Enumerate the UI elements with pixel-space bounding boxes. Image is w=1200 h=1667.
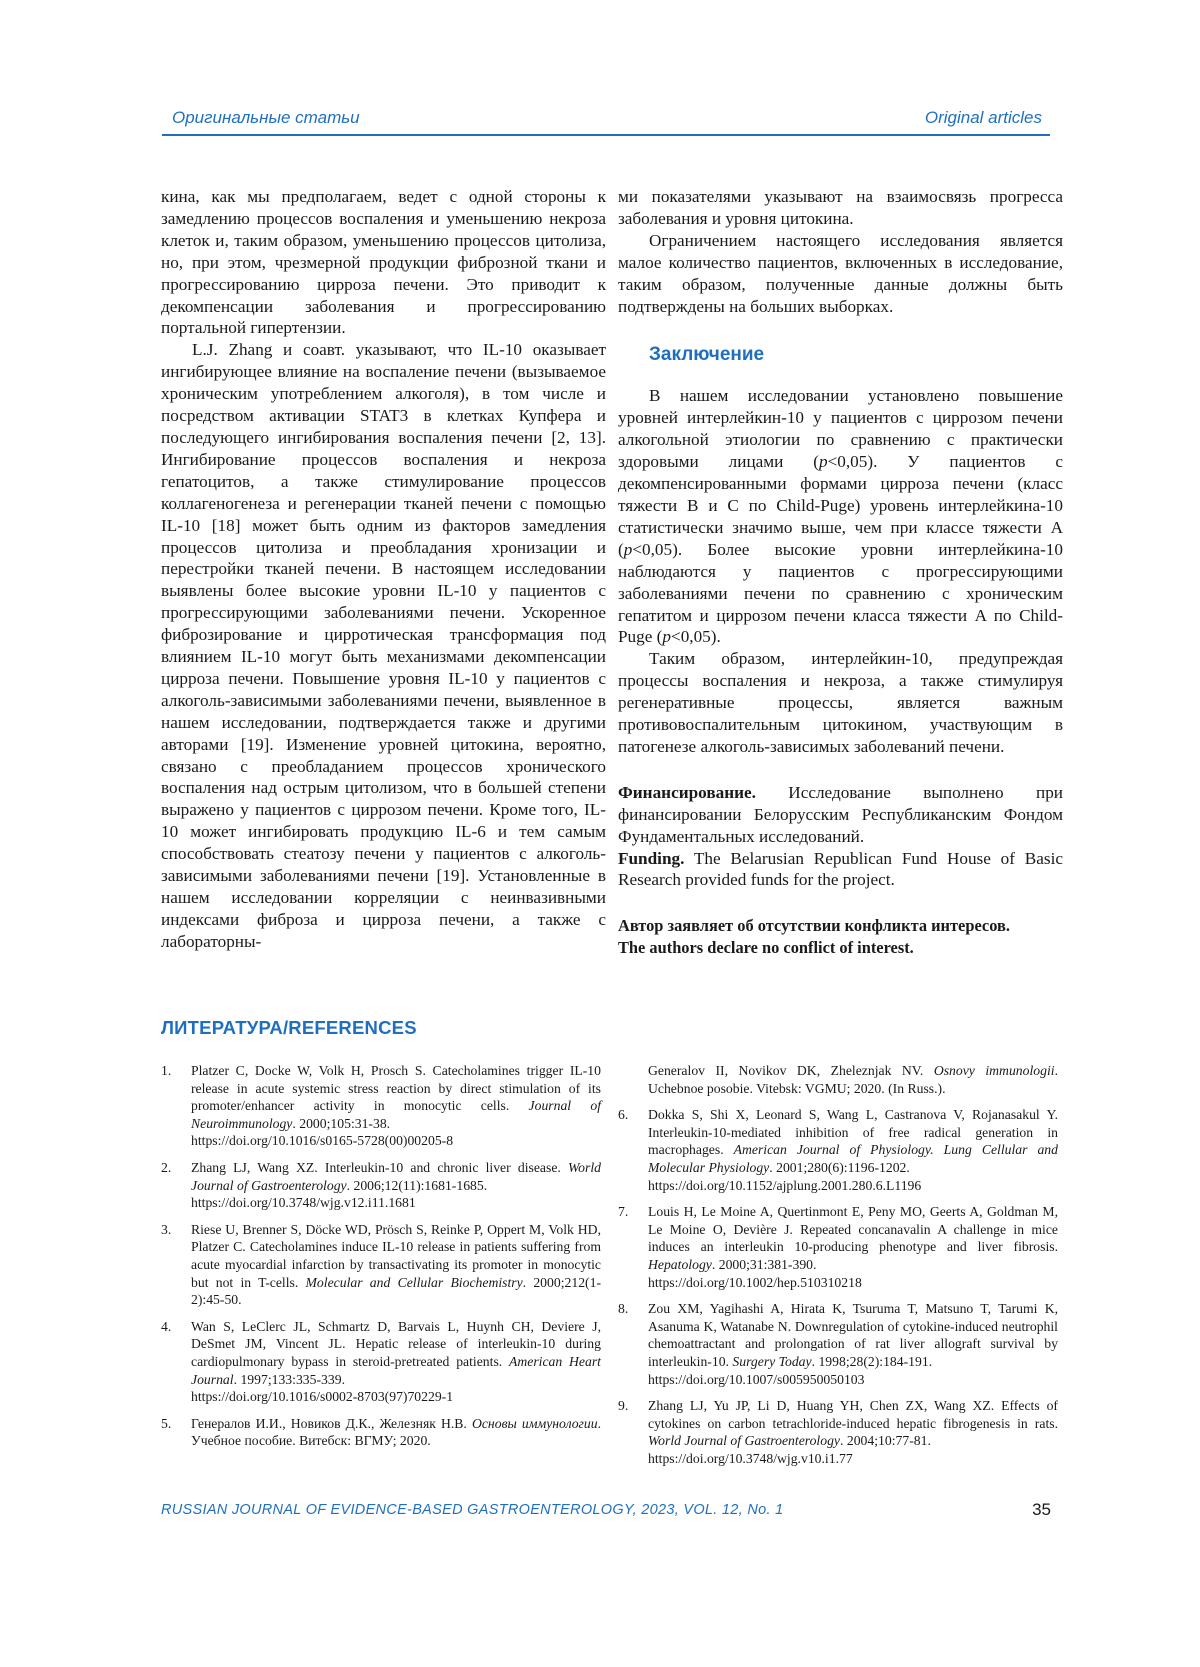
reference-doi-link[interactable]: https://doi.org/10.1016/s0165-5728(00)00205-8 <box>191 1133 454 1149</box>
reference-doi-link[interactable]: https://doi.org/10.1152/ajplung.2001.280.6.L1196 <box>648 1177 922 1193</box>
body-column-left <box>161 186 606 953</box>
header-section-ru: Оригинальные статьи <box>172 108 360 127</box>
reference-doi-link[interactable]: https://doi.org/10.1016/s0002-8703(97)70229-1 <box>191 1389 454 1405</box>
reference-doi-link[interactable]: https://doi.org/10.1002/hep.510310218 <box>648 1274 862 1290</box>
running-header <box>162 100 1050 136</box>
body-column-right <box>618 186 1063 958</box>
paragraph: кина, как мы предполагаем, ведет с одной стороны к замедлению процессов воспаления и уменьшению некроза клеток и, таким образом, уменьшению процессов цитолиза, но, при этом, чрезмерной продукции фиброзной ткани и прогрессированию цирроза печени. Это приводит к декомпенсации заболевания и прогрессированию портальной гипертензии. <box>161 187 606 338</box>
reference-doi-link[interactable]: https://doi.org/10.1007/s005950050103 <box>648 1371 865 1387</box>
paragraph-conclusion: В нашем исследовании установлено повышение уровней интерлейкин-10 у пациентов с циррозом печени алкогольной этиологии по сравнению с практически здоровыми лицами (p<0,05). У пациентов с декомпенсированными формами цирроза печени (класс тяжести B и C по Child-Puge) уровень интерлейкина-10 статистически значимо выше, чем при классе тяжести A (p<0,05). Более высокие уровни интерлейкина-10 наблюдаются у пациентов с прогрессирующими заболеваниями печени по сравнению с хроническим гепатитом и циррозом печени класса тяжести A по Child-Puge (p<0,05). <box>618 386 1063 647</box>
reference-item: 4. Wan S, LeClerc JL, Schmartz D, Barvais L, Huynh CH, Deviere J, DeSmet JM, Vincent JL. Hepatic release of interleukin-10 during cardiopulmonary bypass in steroid-pretreated patients. American Heart Journal. 1997;133:335-339. https://doi.org/10.1016/s0002-8703(97)70229-1 <box>161 1318 601 1405</box>
paragraph: ми показателями указывают на взаимосвязь прогресса заболевания и уровня цитокина. <box>618 187 1063 228</box>
reference-item-continued: Generalov II, Novikov DK, Zheleznjak NV. Osnovy immunologii. Uchebnoe posobie. Vitebsk: VGMU; 2020. (In Russ.). <box>648 1063 1058 1096</box>
reference-item: 3. Riese U, Brenner S, Döcke WD, Prösch S, Reinke P, Oppert M, Volk HD, Platzer C. Catecholamines induce IL-10 release in patients suffering from acute myocardial infarction by transactivating its promoter in monocytic but not in T-cells. Molecular and Cellular Biochemistry. 2000;212(1-2):45-50. <box>161 1221 602 1308</box>
reference-item: 1. Platzer C, Docke W, Volk H, Prosch S. Catecholamines trigger IL-10 release in acute systemic stress reaction by direct stimulation of its promoter/enhancer activity in monocytic cells. Journal of Neuroimmunology. 2000;105:31-38. https://doi.org/10.1016/s0165-5728(00)00205-8 <box>161 1063 601 1149</box>
paragraph: Ограничением настоящего исследования является малое количество пациентов, включенных в исследование, таким образом, полученные данные должны быть подтверждены на больших выборках. <box>618 230 1063 316</box>
conflict-statement-en: The authors declare no conflict of interest. <box>618 937 914 957</box>
references-column-right <box>618 1062 1058 1476</box>
references-column-left <box>161 1062 601 1459</box>
paragraph: Таким образом, интерлейкин-10, предупреждая процессы воспаления и некроза, а также стимулируя регенеративные процессы, является важным противовоспалительным цитокином, участвующим в патогенезе алкоголь-зависимых заболеваний печени. <box>618 649 1063 756</box>
page-footer <box>161 1500 1051 1524</box>
references-title: ЛИТЕРАТУРА/REFERENCES <box>161 1017 417 1038</box>
header-section-en: Original articles <box>924 108 1042 127</box>
page-number: 35 <box>1032 1500 1051 1519</box>
conflict-statement-ru: Автор заявляет об отсутствии конфликта интересов. <box>618 916 1010 936</box>
funding-ru: Финансирование. Исследование выполнено при финансировании Белорусским Республиканским Фондом Фундаментальных исследований. <box>618 782 1063 846</box>
footer-journal-name: RUSSIAN JOURNAL OF EVIDENCE-BASED GASTROENTEROLOGY, 2023, VOL. 12, No. 1 <box>161 1502 784 1518</box>
reference-item: 6. Dokka S, Shi X, Leonard S, Wang L, Castranova V, Rojanasakul Y. Interleukin-10-mediated inhibition of free radical generation in macrophages. American Journal of Physiology. Lung Cellular and Molecular Physiology. 2001;280(6):1196-1202. https://doi.org/10.1152/ajplung.2001.280.6.L1196 <box>618 1107 1058 1193</box>
section-heading-conclusion: Заключение <box>649 344 765 366</box>
reference-doi-link[interactable]: https://doi.org/10.3748/wjg.v10.i1.77 <box>648 1450 853 1466</box>
reference-item: 8. Zou XM, Yagihashi A, Hirata K, Tsuruma T, Matsuno T, Tarumi K, Asanuma K, Watanabe N. Downregulation of cytokine-induced neutrophil chemoattractant and prolongation of rat liver allograft survival by interleukin-10. Surgery Today. 1998;28(2):184-191. https://doi.org/10.1007/s005950050103 <box>618 1301 1058 1387</box>
reference-item: 2. Zhang LJ, Wang XZ. Interleukin-10 and chronic liver disease. World Journal of Gastroenterology. 2006;12(11):1681-1685. https://doi.org/10.3748/wjg.v12.i11.1681 <box>161 1159 601 1211</box>
reference-doi-link[interactable]: https://doi.org/10.3748/wjg.v12.i11.1681 <box>191 1195 416 1211</box>
reference-item: 9. Zhang LJ, Yu JP, Li D, Huang YH, Chen ZX, Wang XZ. Effects of cytokines on carbon tetrachloride-induced hepatic fibrogenesis in rats. World Journal of Gastroenterology. 2004;10:77-81. https://doi.org/10.3748/wjg.v10.i1.77 <box>618 1398 1058 1466</box>
reference-item: 5. Генералов И.И., Новиков Д.К., Железняк Н.В. Основы иммунологии. Учебное пособие. Витебск: ВГМУ; 2020. <box>161 1415 601 1449</box>
reference-item: 7. Louis H, Le Moine A, Quertinmont E, Peny MO, Geerts A, Goldman M, Le Moine O, Devière J. Repeated concanavalin A challenge in mice induces an interleukin 10-producing phenotype and liver fibrosis. Hepatology. 2000;31:381-390. https://doi.org/10.1002/hep.510310218 <box>618 1204 1058 1290</box>
funding-en: Funding. The Belarusian Republican Fund House of Basic Research provided funds for the project. <box>618 848 1063 890</box>
paragraph: L.J. Zhang и соавт. указывают, что IL-10 оказывает ингибирующее влияние на воспаление печени (вызываемое хроническим употреблением алкоголя), в том числе и посредством активации STAT3 в клетках Купфера и последующего ингибирования воспаления печени [2, 13]. Ингибирование процессов воспаления и некроза гепатоцитов, а также стимулирование процессов коллагеногенеза и регенерации тканей печени с помощью IL-10 [18] может быть одним из факторов замедления процессов цитолиза и преобладания хронизации и перестройки тканей печени. В настоящем исследовании выявлены более высокие уровни IL-10 у пациентов с прогрессирующими заболеваниями печени. Ускоренное фиброзирование и цирротическая трансформация под влиянием IL-10 могут быть механизмами декомпенсации цирроза печени. Повышение уровня IL-10 у пациентов с алкоголь-зависимыми заболеваниями печени, выявленное в нашем исследовании, подтверждается также и другими авторами [19]. Изменение уровней цитокина, вероятно, связано с преобладанием процессов хронического воспаления над острым цитолизом, что в большей степени выражено у пациентов с циррозом печени. Кроме того, IL-10 может ингибировать продукцию IL-6 и тем самым способствовать стеатозу печени у пациентов с алкоголь-зависимыми заболеваниями печени [19]. Установленные в нашем исследовании корреляции с неинвазивными индексами фиброза и цирроза печени, а также с лабораторны- <box>161 340 606 951</box>
